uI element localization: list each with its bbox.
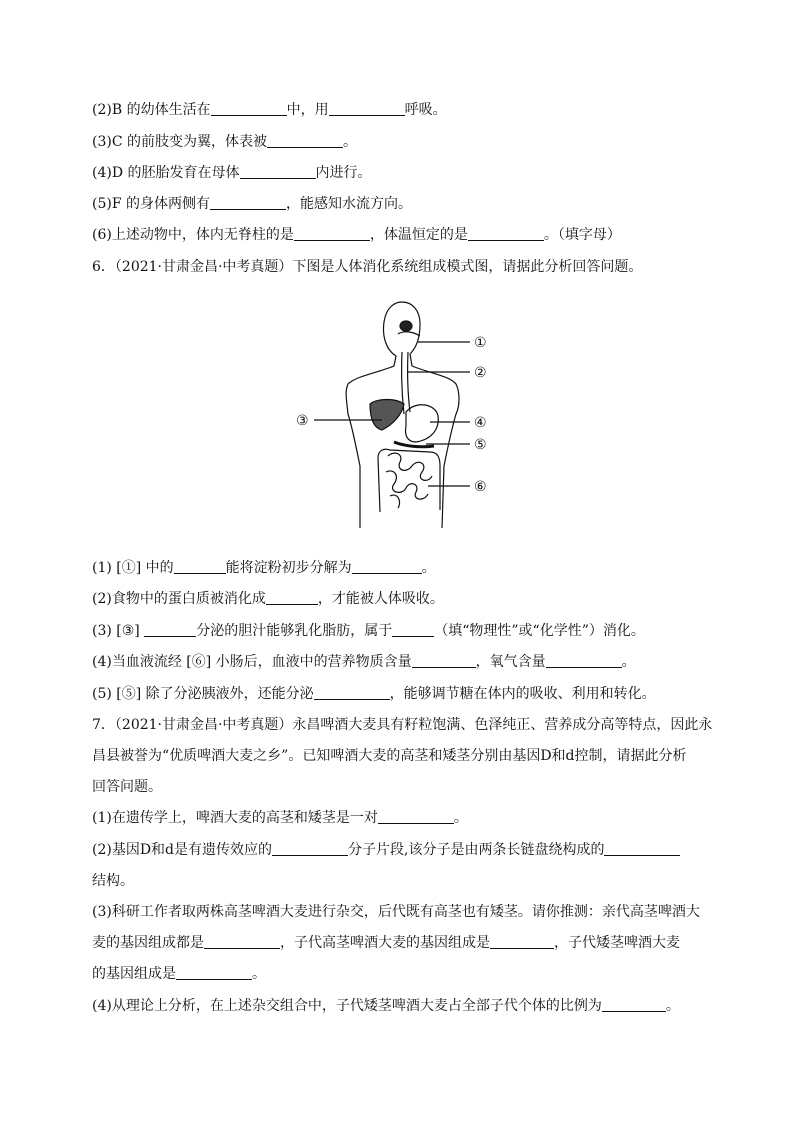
q7-item-1: (1)在遗传学上，啤酒大麦的高茎和矮茎是一对 。 <box>92 810 468 826</box>
answer-blank[interactable] <box>144 622 196 637</box>
label-1: ① <box>474 335 487 351</box>
answer-blank[interactable] <box>176 965 252 980</box>
digestive-system-diagram <box>290 296 500 532</box>
answer-blank[interactable] <box>272 841 348 856</box>
q5-item-4: (4)D 的胚胎发育在母体 内进行。 <box>92 165 372 181</box>
liver <box>370 400 404 431</box>
q7-item-3-line-1: (3)科研工作者取两株高茎啤酒大麦进行杂交，后代既有高茎也有矮茎。请你推测：亲代高茎啤酒大 <box>92 904 700 920</box>
q7-item-2: (2)基因D和d是有遗传效应的 分子片段,该分子是由两条长链盘绕构成的 <box>92 840 680 860</box>
answer-blank[interactable] <box>468 226 544 241</box>
body-outline <box>346 302 459 528</box>
label-2: ② <box>474 365 487 381</box>
q7-item-3-line-2: 麦的基因组成都是 ，子代高茎啤酒大麦的基因组成是 ，子代矮茎啤酒大麦 <box>92 935 680 951</box>
answer-blank[interactable] <box>604 841 680 856</box>
q6-item-1: (1) [①] 中的 能将淀粉初步分解为 。 <box>92 560 436 576</box>
label-5: ⑤ <box>474 437 487 453</box>
answer-blank[interactable] <box>490 934 554 949</box>
answer-blank[interactable] <box>266 590 318 605</box>
q7-stem-line-3: 回答问题。 <box>92 779 162 795</box>
large-intestine <box>378 449 440 512</box>
q6-item-4: (4)当血液流经 [⑥] 小肠后，血液中的营养物质含量 ，氧气含量 。 <box>92 654 636 670</box>
answer-blank[interactable] <box>314 685 390 700</box>
answer-blank[interactable] <box>211 101 287 116</box>
label-6: ⑥ <box>474 479 487 495</box>
answer-blank[interactable] <box>602 997 666 1012</box>
small-intestine <box>386 453 432 508</box>
q7-item-2-cont: 结构。 <box>92 873 134 889</box>
answer-blank[interactable] <box>204 934 280 949</box>
answer-blank[interactable] <box>294 226 370 241</box>
q7-item-4: (4)从理论上分析，在上述杂交组合中，子代矮茎啤酒大麦占全部子代个体的比例为 。 <box>92 998 680 1014</box>
q7-stem-line-1: 7．（2021·甘肃金昌·中考真题）永昌啤酒大麦具有籽粒饱满、色泽纯正、营养成分高等特点，因此永 <box>92 717 713 733</box>
q6-item-3: (3) [③] 分泌的胆汁能够乳化脂肪，属于 （填“物理性”或“化学性”）消化。 <box>92 623 645 639</box>
answer-blank[interactable] <box>267 133 343 148</box>
answer-blank[interactable] <box>329 101 405 116</box>
q5-item-6: (6)上述动物中，体内无脊柱的是 ，体温恒定的是 。（填字母） <box>92 227 621 243</box>
q6-item-2: (2)食物中的蛋白质被消化成 ，才能被人体吸收。 <box>92 591 444 607</box>
label-4: ④ <box>474 415 487 431</box>
q6-item-5: (5) [⑤] 除了分泌胰液外，还能分泌 ，能够调节糖在体内的吸收、利用和转化。 <box>92 686 656 702</box>
q5-item-3: (3)C 的前肢变为翼，体表被 。 <box>92 134 357 150</box>
answer-blank[interactable] <box>174 559 226 574</box>
q5-item-2: (2)B 的幼体生活在 中，用 呼吸。 <box>92 102 447 118</box>
label-3: ③ <box>296 413 309 429</box>
q5-item-5: (5)F 的身体两侧有 ，能感知水流方向。 <box>92 196 412 212</box>
q6-stem: 6．（2021·甘肃金昌·中考真题）下图是人体消化系统组成模式图，请据此分析回答问题。 <box>92 259 643 275</box>
answer-blank[interactable] <box>378 809 454 824</box>
answer-blank[interactable] <box>352 559 422 574</box>
answer-blank[interactable] <box>546 653 622 668</box>
q7-item-3-line-3: 的基因组成是 。 <box>92 966 266 982</box>
digestive-system-svg <box>290 296 500 532</box>
answer-blank[interactable] <box>392 622 434 637</box>
answer-blank[interactable] <box>412 653 476 668</box>
answer-blank[interactable] <box>240 164 316 179</box>
answer-blank[interactable] <box>210 195 286 210</box>
q7-stem-line-2: 昌县被誉为“优质啤酒大麦之乡”。已知啤酒大麦的高茎和矮茎分别由基因D和d控制，请据此分析 <box>92 748 687 764</box>
stomach <box>405 405 438 442</box>
